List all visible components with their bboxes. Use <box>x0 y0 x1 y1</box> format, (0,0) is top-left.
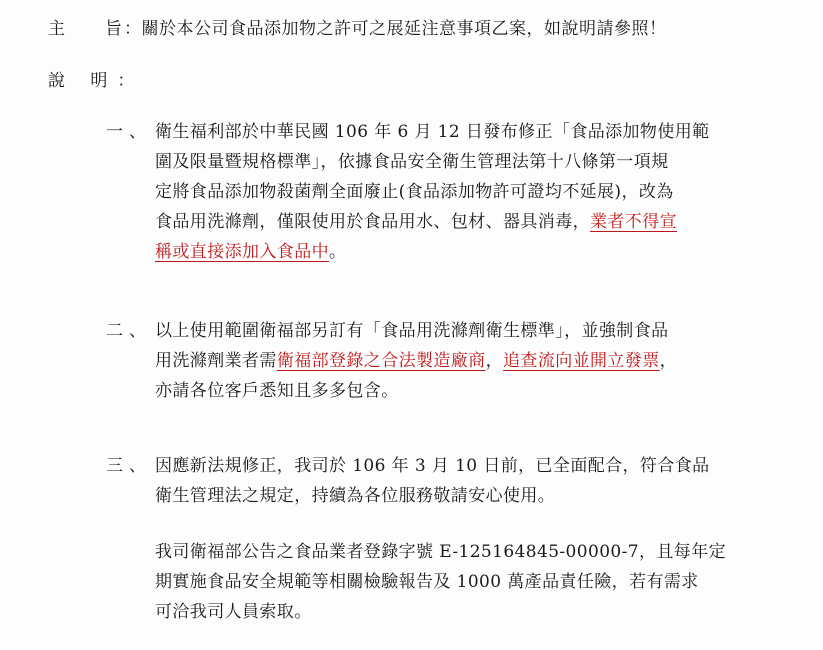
highlighted-text: 稱或直接添加入食品中 <box>155 242 329 262</box>
description-label: 說 明： <box>48 71 145 91</box>
item-line <box>155 177 795 207</box>
item-line <box>155 481 795 511</box>
item-number: 一、 <box>106 122 152 142</box>
item-body <box>155 451 795 511</box>
item-line <box>155 207 795 237</box>
item-line <box>155 451 795 481</box>
item-line <box>155 237 795 267</box>
highlighted-text: 衛福部登錄之合法製造廠商 <box>276 351 486 371</box>
item-number: 二、 <box>106 321 152 341</box>
item-line <box>155 346 795 376</box>
line-text: 亦請各位客戶悉知且多多包含。 <box>155 381 399 401</box>
line-text: ， <box>659 351 678 371</box>
line-text: 用洗滌劑業者需 <box>155 351 277 371</box>
item-line <box>155 117 795 147</box>
subject-text: ：關於本公司食品添加物之許可之展延注意事項乙案，如說明請參照！ <box>124 19 667 39</box>
note-line: 可洽我司人員索取。 <box>155 602 312 622</box>
line-text: ， <box>485 351 504 371</box>
line-text: 衛生管理法之規定，持續為各位服務敬請安心使用。 <box>155 486 556 506</box>
line-text: 衛生福利部於中華民國 106 年 6 月 12 日發布修正「食品添加物使用範 <box>155 122 710 142</box>
line-text: 因應新法規修正，我司於 106 年 3 月 10 日前，已全面配合，符合食品 <box>155 456 710 476</box>
item-body <box>155 316 795 406</box>
item-number: 三、 <box>106 456 152 476</box>
item-line <box>155 147 795 177</box>
line-text: 。 <box>329 242 347 262</box>
highlighted-text: 追查流向並開立發票 <box>503 351 660 371</box>
item-body <box>155 117 795 267</box>
note-line: 我司衛福部公告之食品業者登錄字號 E-125164845-00000-7，且每年定 <box>155 542 726 562</box>
line-text: 圍及限量暨規格標準」，依據食品安全衛生管理法第十八條第一項規 <box>155 152 669 172</box>
line-text: 定將食品添加物殺菌劑全面廢止(食品添加物許可證均不延展)，改為 <box>155 182 674 202</box>
subject-label <box>48 12 124 46</box>
line-text: 以上使用範圍衛福部另訂有「食品用洗滌劑衛生標準」，並強制食品 <box>155 321 669 341</box>
line-text: 食品用洗滌劑，僅限使用於食品用水、包材、器具消毒， <box>155 212 590 232</box>
registration-note <box>155 537 795 627</box>
subject-line <box>48 12 818 46</box>
item-line <box>155 316 795 346</box>
item-line <box>155 376 795 406</box>
highlighted-text: 業者不得宣 <box>590 212 677 232</box>
subject-label-char-1: 主 <box>48 19 65 39</box>
note-line: 期實施食品安全規範等相關檢驗報告及 1000 萬產品責任險，若有需求 <box>155 572 699 592</box>
subject-label-char-2: 旨 <box>105 19 122 39</box>
